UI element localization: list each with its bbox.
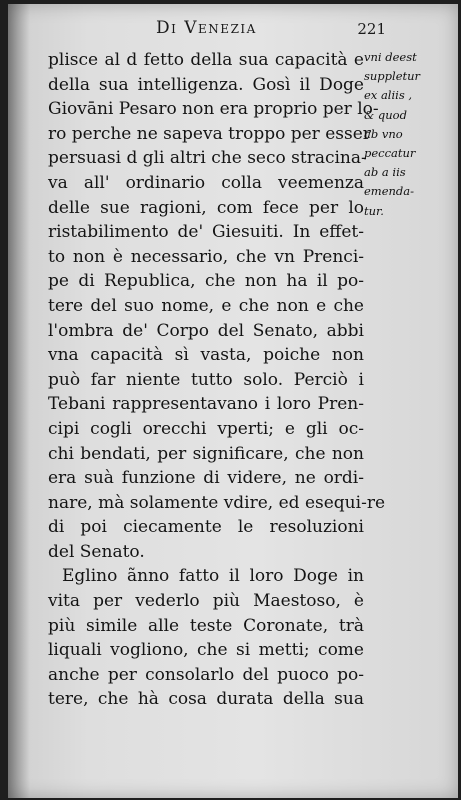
text-line: va all' ordinario colla veemenza <box>48 172 364 193</box>
text-line: della sua intelligenza. Gosì il Doge <box>48 74 364 95</box>
text-line: più simile alle teste Coronate, trà <box>48 615 364 636</box>
note-line: & quod <box>364 107 407 122</box>
text-line: ristabilimento de' Giesuiti. In effet- <box>48 222 364 243</box>
page-header <box>48 18 388 44</box>
note-line: suppletur <box>364 69 421 84</box>
text-line: di poi ciecamente le resoluzioni <box>48 517 364 538</box>
note-line: emenda- <box>364 184 415 199</box>
text-line: pe di Republica, che non ha il po- <box>48 271 364 292</box>
note-line: vni deest <box>364 50 417 64</box>
text-line: tere del suo nome, e che non e che <box>48 295 364 316</box>
text-line: nare, mà solamente vdire, ed esequi-re <box>48 492 386 513</box>
running-head: Di Venezia <box>156 18 257 38</box>
text-line: ro perche ne sapeva troppo per esser <box>48 123 371 144</box>
text-line: Tebani rappresentavano i loro Pren- <box>48 394 364 415</box>
page-number: 221 <box>357 20 386 38</box>
text-line: plisce al d fetto della sua capacità e <box>48 50 364 70</box>
text-line: tere, che hà cosa durata della sua <box>48 689 364 710</box>
text-line: chi bendati, per significare, che non <box>48 443 364 464</box>
text-line: l'ombra de' Corpo del Senato, abbi <box>48 320 364 341</box>
text-line: delle sue ragioni, com fece per lo <box>48 197 364 218</box>
book-page <box>8 4 458 798</box>
text-line: può far niente tutto solo. Perciò i <box>48 369 364 390</box>
text-line: cipi cogli orecchi vperti; e gli oc- <box>48 418 364 439</box>
note-line: ab vno <box>364 126 403 141</box>
text-line: vna capacità sì vasta, poiche non <box>48 345 364 366</box>
text-line: era suà funzione di videre, ne ordi- <box>48 468 364 489</box>
text-line: to non è necessario, che vn Prenci- <box>48 246 364 267</box>
note-line: tur. <box>364 203 384 218</box>
text-line: del Senato. <box>48 541 145 562</box>
note-line: ex aliis , <box>364 88 413 103</box>
text-line: Giovāni Pesaro non era proprio per lo- <box>48 99 379 120</box>
text-line: Eglino ãnno fatto il loro Doge in <box>62 566 364 587</box>
gutter-shadow <box>8 4 30 798</box>
text-line: anche per consolarlo del puoco po- <box>48 664 364 685</box>
marginal-note <box>364 48 456 221</box>
text-line: liquali vogliono, che si metti; come <box>48 640 364 661</box>
note-line: ab a iis <box>364 165 406 180</box>
note-line: peccatur <box>364 145 416 160</box>
text-line: persuasi d gli altri che seco stracina- <box>48 148 367 169</box>
text-line: vita per vederlo più Maestoso, è <box>48 591 364 612</box>
